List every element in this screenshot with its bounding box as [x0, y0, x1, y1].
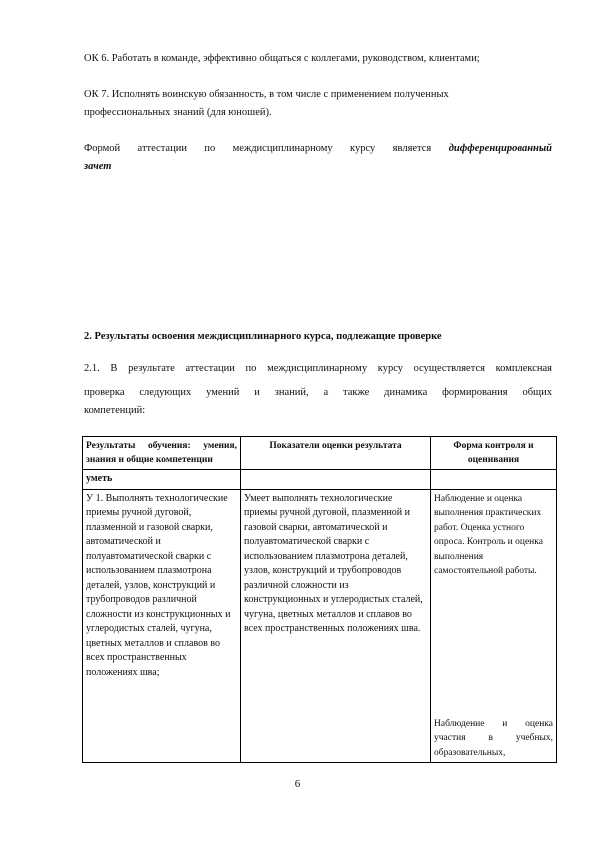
control-form-part-1: Наблюдение и оценка выполнения практических работ. Оценка устного опроса. Контроль и оценка выполнения самостоятельной работы. — [434, 493, 543, 576]
section-text-line-2: проверка следующих умений и знаний, а также динамика формирования общих — [84, 387, 552, 398]
table-section-row — [83, 470, 557, 490]
competency-ok7: ОК 7. Исполнять воинскую обязанность, в том числе с применением полученных — [84, 89, 449, 100]
indicator-u1: Умеет выполнять технологические приемы ручной дуговой, плазменной и газовой сварки, автоматической и полуавтоматической сварки с использованием плазмотрона деталей, узлов, конструкций и трубопроводов различной сложности из конструкционных и углеродистых сталей, чугуна, цветных металлов и сплавов во всех пространственных положениях шва. — [241, 489, 431, 763]
control-form-part-2: Наблюдение и оценка участия в учебных, образовательных, — [434, 718, 553, 758]
skill-u1: У 1. Выполнять технологические приемы ручной дуговой, плазменной и газовой сварки, автоматической и полуавтоматической сварки с использованием плазмотрона деталей, узлов, конструкций и трубопроводов различной сложности из конструкционных и углеродистых сталей, чугуна, цветных металлов и сплавов во всех пространственных положениях шва; — [83, 489, 241, 763]
empty-cell — [431, 470, 557, 490]
header-indicators: Показатели оценки результата — [241, 437, 431, 470]
attestation-text: Формой аттестации по междисциплинарному курсу является — [84, 143, 432, 154]
competency-ok7-continued: профессиональных знаний (для юношей). — [84, 107, 272, 118]
competency-ok6: ОК 6. Работать в команде, эффективно общаться с коллегами, руководством, клиентами; — [84, 53, 480, 64]
cell-spacer — [434, 579, 553, 717]
results-table — [82, 436, 557, 763]
empty-cell — [241, 470, 431, 490]
page-number: 6 — [294, 778, 301, 790]
attestation-line — [84, 140, 552, 158]
attestation-emphasis-continued: зачет — [84, 161, 112, 172]
control-form-u1 — [431, 489, 557, 763]
section-text-line-3: компетенций: — [84, 405, 146, 416]
table-row — [83, 489, 557, 763]
section-label-skills: уметь — [83, 470, 241, 490]
table-header-row — [83, 437, 557, 470]
header-control-form: Форма контроля и оценивания — [431, 437, 557, 470]
attestation-emphasis: дифференцированный — [448, 143, 553, 154]
header-results: Результаты обучения: умения, знания и общие компетенции — [83, 437, 241, 470]
section-title: 2. Результаты освоения междисциплинарного курса, подлежащие проверке — [84, 331, 442, 342]
section-text-line-1: 2.1. В результате аттестации по междисциплинарному курсу осуществляется комплексная — [84, 363, 552, 374]
